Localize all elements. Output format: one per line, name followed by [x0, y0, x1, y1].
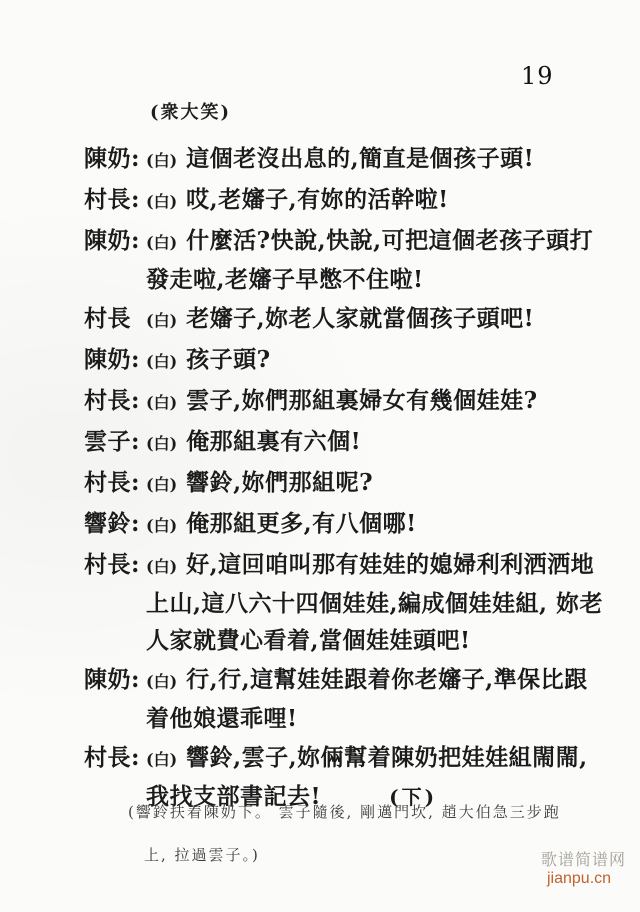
dialogue-block	[84, 140, 604, 818]
dialogue-text: 發走啦,老嬸子早憋不住啦!	[146, 266, 424, 293]
dialogue-text: 上山,這八六十四個娃娃,編成個娃娃組, 妳老	[146, 590, 604, 617]
speech-marker: (白)	[146, 352, 178, 371]
dialogue-line	[84, 464, 596, 503]
stage-direction-top: (衆大笑)	[150, 102, 232, 123]
exit-note: (下)	[389, 785, 438, 809]
dialogue-line	[84, 739, 596, 778]
speech-marker: (白)	[146, 311, 178, 330]
dialogue-text: 老嬸子,妳老人家就當個孩子頭吧!	[186, 305, 535, 332]
dialogue-line	[84, 222, 596, 261]
dialogue-text: 這個老沒出息的,簡直是個孩子頭!	[186, 145, 535, 172]
dialogue-line	[84, 585, 604, 622]
dialogue-entry	[84, 300, 596, 339]
dialogue-line	[84, 382, 596, 421]
speech-marker: (白)	[146, 192, 178, 211]
dialogue-line	[84, 181, 596, 220]
dialogue-entry	[84, 140, 596, 179]
dialogue-text: 孩子頭?	[186, 346, 271, 373]
watermark-site-url: jianpu.cn	[546, 870, 612, 887]
speech-marker: (白)	[146, 750, 178, 769]
dialogue-text: 好,這回咱叫那有娃娃的媳婦利利洒洒地	[186, 551, 595, 578]
speaker-name: 村長:	[84, 551, 140, 578]
dialogue-entry	[84, 464, 596, 503]
speech-marker: (白)	[146, 434, 178, 453]
dialogue-text: 俺那組更多,有八個哪!	[186, 510, 417, 537]
dialogue-line	[84, 341, 596, 380]
speaker-name: 村長:	[84, 744, 140, 771]
speaker-name: 陳奶:	[84, 666, 140, 693]
dialogue-text: 行,行,這幫娃娃跟着你老嬸子,準保比跟	[186, 666, 588, 693]
dialogue-text: 人家就費心看着,當個娃娃頭吧!	[146, 627, 471, 654]
dialogue-line	[84, 622, 596, 659]
speaker-name: 村長:	[84, 469, 140, 496]
speech-marker: (白)	[146, 475, 178, 494]
dialogue-line	[84, 423, 596, 462]
speaker-name: 雲子:	[84, 428, 140, 455]
dialogue-line	[84, 505, 596, 544]
stage-direction-line: (響鈴扶着陳奶下。 雲子隨後, 剛邁門坎, 趙大伯急三步跑	[128, 803, 561, 821]
dialogue-entry	[84, 505, 596, 544]
speaker-name: 陳奶:	[84, 346, 140, 373]
speech-marker: (白)	[146, 393, 178, 412]
dialogue-text: 響鈴,妳們那組呢?	[186, 469, 374, 496]
speaker-name: 陳奶:	[84, 145, 140, 172]
dialogue-text: 俺那組裏有六個!	[186, 428, 362, 455]
dialogue-line	[84, 140, 596, 179]
speaker-name: 村長:	[84, 186, 140, 213]
speaker-name: 陳奶:	[84, 227, 140, 254]
dialogue-text: 我找支部書記去!	[146, 783, 322, 810]
dialogue-line	[84, 700, 596, 737]
page-number: 19	[521, 62, 554, 90]
speech-marker: (白)	[146, 516, 178, 535]
dialogue-text: 什麼活?快說,快說,可把這個老孩子頭打	[186, 227, 594, 254]
dialogue-entry	[84, 181, 596, 220]
dialogue-text: 響鈴,雲子,妳倆幫着陳奶把娃娃組閙閙,	[186, 744, 588, 771]
speech-marker: (白)	[146, 672, 178, 691]
dialogue-line	[84, 546, 596, 585]
dialogue-line	[84, 661, 596, 700]
dialogue-entry	[84, 546, 604, 659]
speech-marker: (白)	[146, 557, 178, 576]
stage-direction-line: 上, 拉過雲子。)	[144, 846, 260, 864]
dialogue-entry	[84, 222, 596, 298]
dialogue-text: 着他娘還乖哩!	[146, 705, 298, 732]
dialogue-line	[84, 300, 596, 339]
dialogue-entry	[84, 661, 596, 737]
speech-marker: (白)	[146, 151, 178, 170]
dialogue-entry	[84, 423, 596, 462]
speaker-name: 村長	[84, 305, 131, 332]
dialogue-text: 雲子,妳們那組裏婦女有幾個娃娃?	[186, 387, 538, 414]
watermark	[523, 829, 626, 906]
dialogue-text: 哎,老嬸子,有妳的活幹啦!	[186, 186, 449, 213]
speech-marker: (白)	[146, 233, 178, 252]
watermark-site-name: 歌谱简谱网	[540, 852, 626, 869]
speaker-name: 村長:	[84, 387, 140, 414]
dialogue-entry	[84, 341, 596, 380]
speaker-name: 響鈴:	[84, 510, 140, 537]
dialogue-entry	[84, 382, 596, 421]
dialogue-line	[84, 261, 596, 298]
